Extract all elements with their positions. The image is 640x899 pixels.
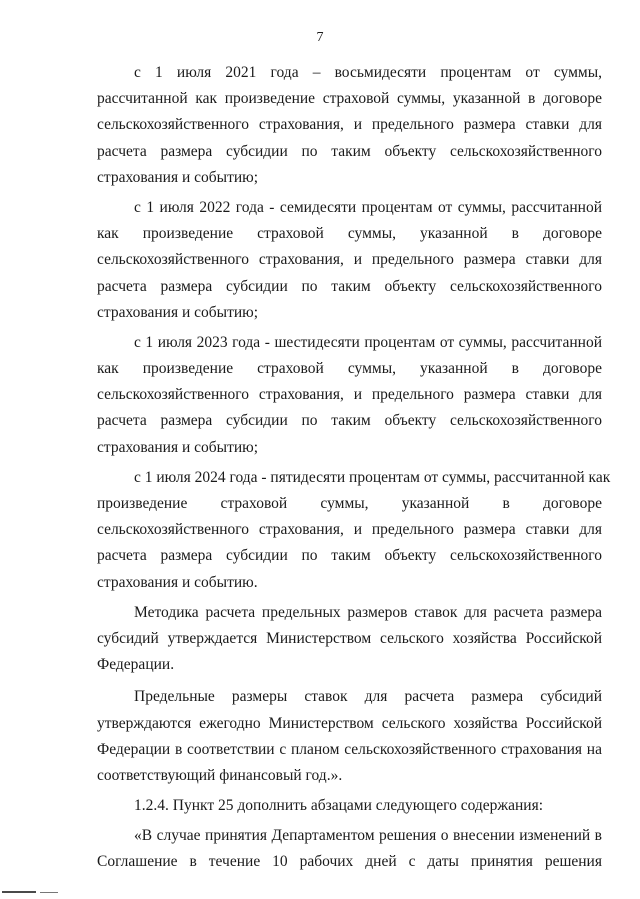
document-body [97, 60, 611, 876]
paragraph-2021 [97, 60, 602, 191]
text-line: Федерации. [97, 656, 175, 674]
paragraph-2024 [97, 465, 611, 596]
text-line: рассчитанной как произведение страховой суммы, указанной в договоре [97, 90, 602, 108]
text-line: Федерации в соответствии с планом сельскохозяйственного страхования на [97, 740, 602, 758]
text-line: 1.2.4. Пункт 25 дополнить абзацами следующего содержания: [134, 797, 544, 815]
text-line: с 1 июля 2024 года - пятидесяти процентам от суммы, рассчитанной как [134, 468, 611, 486]
text-line: сельскохозяйственного страхования, и предельного размера ставки для [97, 251, 602, 269]
text-line: субсидий утверждается Министерством сельского хозяйства Российской [97, 629, 602, 647]
text-line: Методика расчета предельных размеров ставок для расчета размера [134, 603, 602, 621]
text-line: страхования и событию. [97, 573, 258, 591]
paragraph-2023 [97, 330, 602, 461]
text-line: расчета размера субсидии по таким объекту сельскохозяйственного [97, 547, 602, 565]
text-line: расчета размера субсидии по таким объекту сельскохозяйственного [97, 277, 602, 295]
text-line: как произведение страховой суммы, указанной в договоре [97, 225, 602, 243]
text-line: с 1 июля 2022 года - семидесяти процентам от суммы, рассчитанной [134, 198, 602, 216]
scan-artifact [2, 891, 36, 893]
text-line: с 1 июля 2021 года – восьмидесяти процентам от суммы, [134, 64, 602, 81]
text-line: Предельные размеры ставок для расчета размера субсидий [134, 688, 602, 706]
paragraph-2022 [97, 195, 602, 326]
text-line: расчета размера субсидии по таким объекту сельскохозяйственного [97, 412, 602, 430]
paragraph-department-decision [97, 823, 602, 875]
text-line: произведение страховой суммы, указанной в договоре [97, 495, 602, 512]
text-line: «В случае принятия Департаментом решения о внесении изменений в [134, 827, 602, 845]
paragraph-methodology [97, 600, 602, 679]
text-line: как произведение страховой суммы, указанной в договоре [97, 360, 602, 378]
paragraph-item-1-2-4 [97, 793, 602, 819]
text-line: расчета размера субсидии по таким объекту сельскохозяйственного [97, 142, 602, 160]
scan-artifact [40, 892, 58, 893]
text-line: утверждаются ежегодно Министерством сельского хозяйства Российской [97, 714, 602, 732]
page-number: 7 [316, 30, 324, 45]
text-line: сельскохозяйственного страхования, и предельного размера ставки для [97, 386, 602, 404]
text-line: страхования и событию; [97, 438, 259, 456]
text-line: сельскохозяйственного страхования, и предельного размера ставки для [97, 116, 602, 134]
text-line: страхования и событию; [97, 303, 259, 321]
text-line: с 1 июля 2023 года - шестидесяти процентам от суммы, рассчитанной [134, 333, 602, 351]
text-line: страхования и событию; [97, 168, 259, 186]
text-line: Соглашение в течение 10 рабочих дней с даты принятия решения [97, 853, 602, 871]
paragraph-limit-rates [97, 684, 602, 789]
text-line: сельскохозяйственного страхования, и предельного размера ставки для [97, 521, 602, 539]
text-line: соответствующий финансовый год.». [97, 766, 343, 784]
